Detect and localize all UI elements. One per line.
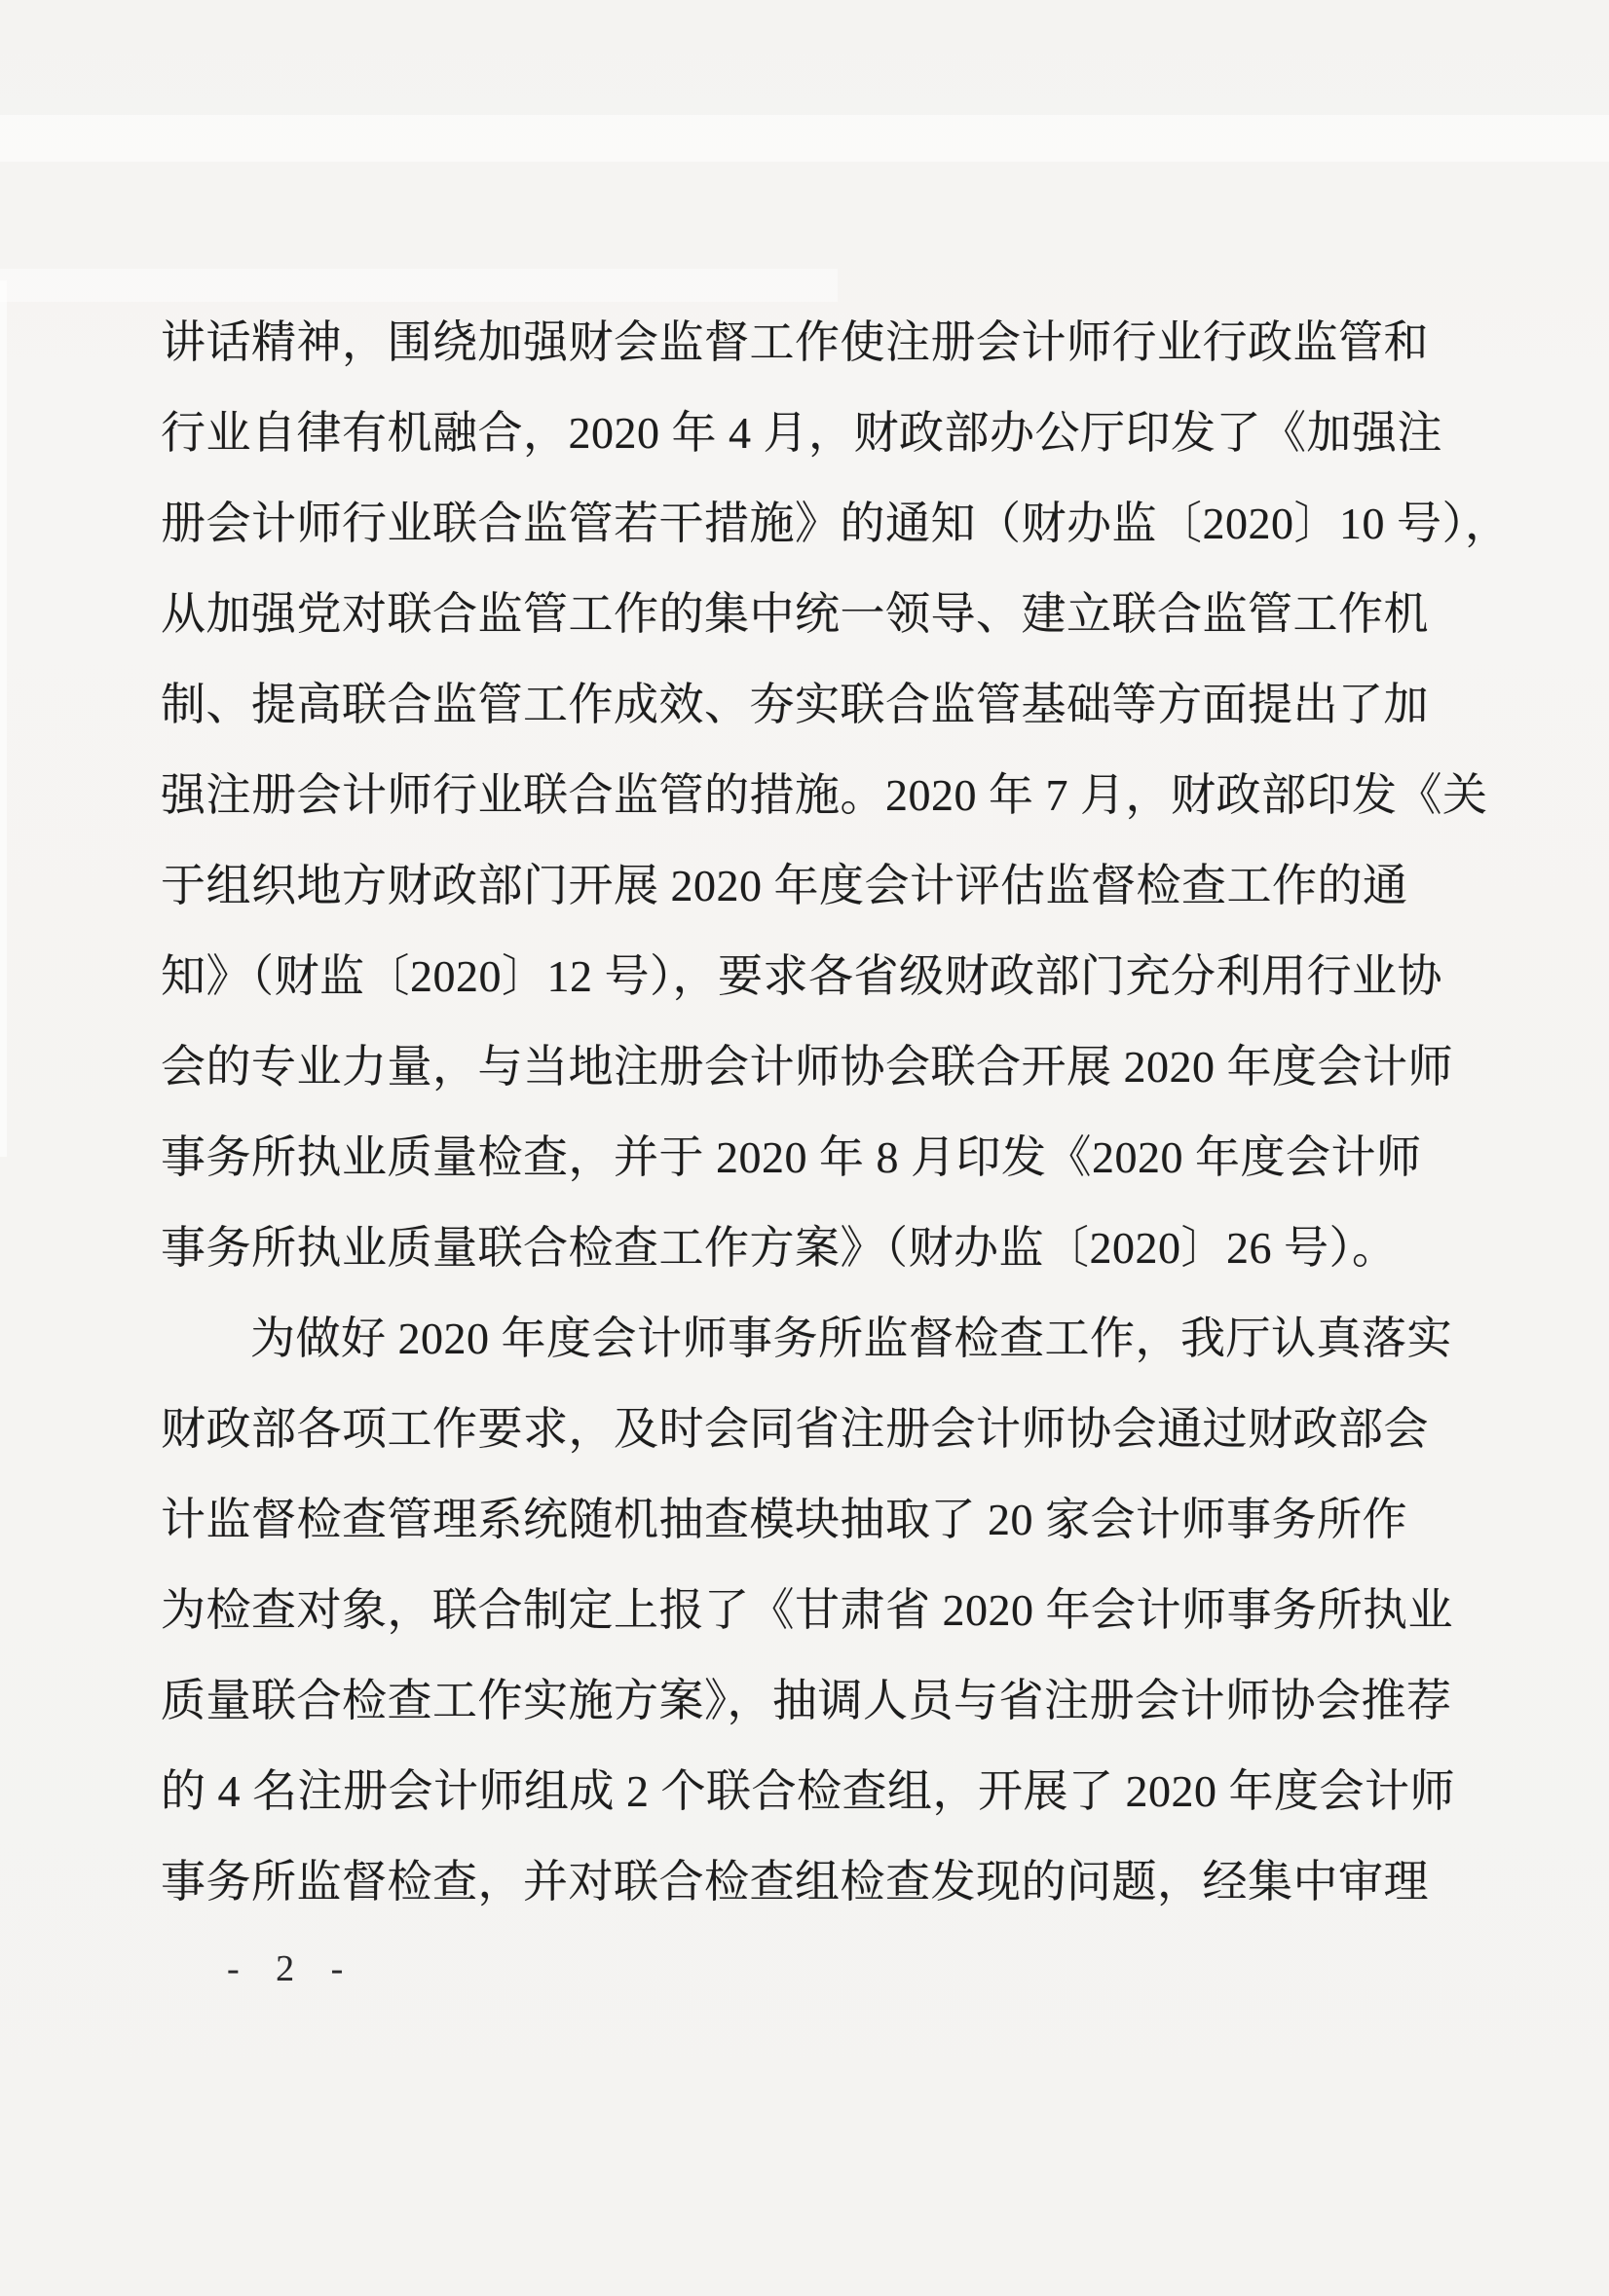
text-line: 财政部各项工作要求，及时会同省注册会计师协会通过财政部会 xyxy=(161,1404,1429,1454)
text-line: 的 4 名注册会计师组成 2 个联合检查组，开展了 2020 年度会计师 xyxy=(161,1766,1455,1816)
text-line-paragraph-end: 事务所执业质量联合检查工作方案》（财办监〔2020〕26 号）。 xyxy=(161,1223,1398,1273)
text-line: 行业自律有机融合，2020 年 4 月，财政部办公厅印发了《加强注 xyxy=(161,408,1442,458)
text-line: 讲话精神，围绕加强财会监督工作使注册会计师行业行政监管和 xyxy=(161,317,1429,367)
text-line: 事务所监督检查，并对联合检查组检查发现的问题，经集中审理 xyxy=(161,1857,1429,1907)
text-line-paragraph-start: 为做好 2020 年度会计师事务所监督检查工作，我厅认真落实 xyxy=(250,1314,1452,1363)
text-line: 于组织地方财政部门开展 2020 年度会计评估监督检查工作的通 xyxy=(161,861,1408,910)
text-line: 从加强党对联合监管工作的集中统一领导、建立联合监管工作机 xyxy=(161,589,1429,639)
text-line: 知》（财监〔2020〕12 号），要求各省级财政部门充分利用行业协 xyxy=(161,951,1442,1001)
text-line: 为检查对象，联合制定上报了《甘肃省 2020 年会计师事务所执业 xyxy=(161,1585,1453,1635)
text-line: 计监督检查管理系统随机抽查模块抽取了 20 家会计师事务所作 xyxy=(161,1495,1407,1544)
text-line: 册会计师行业联合监管若干措施》的通知（财办监〔2020〕10 号）， xyxy=(161,499,1511,548)
text-line: 会的专业力量，与当地注册会计师协会联合开展 2020 年度会计师 xyxy=(161,1042,1453,1092)
text-line: 质量联合检查工作实施方案》，抽调人员与省注册会计师协会推荐 xyxy=(161,1676,1452,1725)
page-number: - 2 - xyxy=(227,1948,357,1989)
text-line: 制、提高联合监管工作成效、夯实联合监管基础等方面提出了加 xyxy=(161,680,1429,729)
text-line: 强注册会计师行业联合监管的措施。2020 年 7 月，财政部印发《关 xyxy=(161,770,1488,820)
document-body xyxy=(161,297,1511,1927)
text-line: 事务所执业质量检查，并于 2020 年 8 月印发《2020 年度会计师 xyxy=(161,1132,1422,1182)
